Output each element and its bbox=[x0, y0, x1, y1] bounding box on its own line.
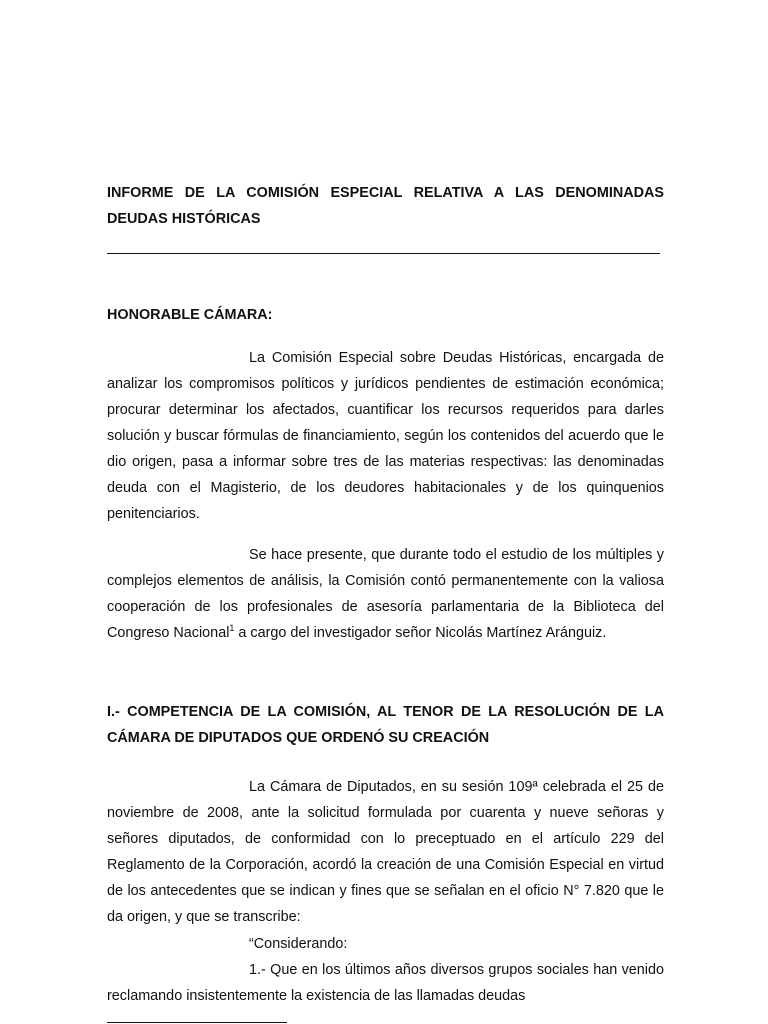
footnote-separator bbox=[107, 1022, 287, 1023]
quote-considerando: “Considerando: bbox=[249, 936, 348, 952]
title-divider bbox=[107, 253, 660, 254]
paragraph-1: La Comisión Especial sobre Deudas Históricas, encargada de analizar los compromisos políticos y jurídicos pendientes de estimación económica; procurar determinar los afectados, cuantificar los recursos requeridos para darles solución y buscar fórmulas de financiamiento, según los contenidos del acuerdo que le dio origen, pasa a informar sobre tres de las materias respectivas: las denominadas deuda con el Magisterio, de los deudores habitacionales y de los quinquenios penitenciarios. bbox=[107, 350, 664, 522]
paragraph-2-text-cont: a cargo del investigador señor Nicolás Martínez Aránguiz. bbox=[234, 625, 607, 641]
document-title: INFORME DE LA COMISIÓN ESPECIAL RELATIVA A LAS DENOMINADAS DEUDAS HISTÓRICAS bbox=[107, 185, 664, 227]
salutation: HONORABLE CÁMARA: bbox=[107, 307, 273, 323]
paragraph-2 bbox=[107, 542, 664, 646]
paragraph-3: La Cámara de Diputados, en su sesión 109ª celebrada el 25 de noviembre de 2008, ante la solicitud formulada por cuarenta y nueve señoras y señores diputados, de conformidad con lo preceptuado en el artículo 229 del Reglamento de la Corporación, acordó la creación de una Comisión Especial en virtud de los antecedentes que se indican y fines que se señalan en el oficio N° 7.820 que le da origen, y que se transcribe: bbox=[107, 779, 664, 925]
quote-item-1: 1.- Que en los últimos años diversos grupos sociales han venido reclamando insistentemente la existencia de las llamadas deudas bbox=[107, 962, 664, 1004]
footnote-reference: 1 bbox=[229, 623, 235, 633]
paragraph-2-text: Se hace presente, que durante todo el estudio de los múltiples y complejos elementos de análisis, la Comisión contó permanentemente con la valiosa cooperación de los profesionales de asesoría parlamentaria de la Biblioteca del Congreso Nacional bbox=[107, 547, 664, 641]
section-1-heading: I.- COMPETENCIA DE LA COMISIÓN, AL TENOR DE LA RESOLUCIÓN DE LA CÁMARA DE DIPUTADOS QUE ORDENÓ SU CREACIÓN bbox=[107, 704, 664, 746]
